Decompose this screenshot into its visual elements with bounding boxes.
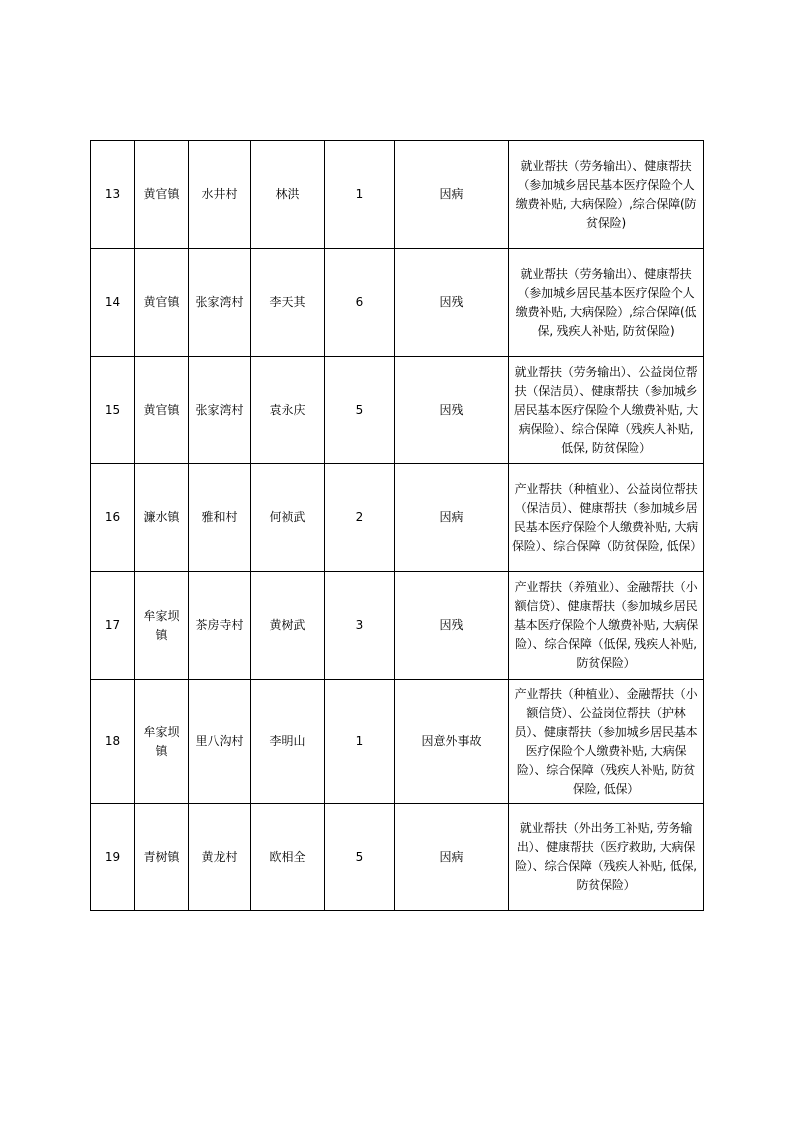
poverty-cause-cell: 因残 [395, 249, 509, 357]
town-cell: 黄官镇 [135, 357, 189, 464]
table-row [91, 141, 704, 249]
relief-measures-cell: 产业帮扶（种植业）、公益岗位帮扶（保洁员）、健康帮扶（参加城乡居民基本医疗保险个人缴费补贴, 大病保险）、综合保障（防贫保险, 低保） [509, 464, 704, 572]
relief-measures-cell: 就业帮扶（劳务输出）、健康帮扶（参加城乡居民基本医疗保险个人缴费补贴, 大病保险）,综合保障(低保, 残疾人补贴, 防贫保险) [509, 249, 704, 357]
village-cell: 黄龙村 [189, 804, 251, 911]
town-cell: 黄官镇 [135, 249, 189, 357]
town-cell: 牟家坝镇 [135, 680, 189, 804]
row-number: 17 [91, 572, 135, 680]
poverty-cause-cell: 因病 [395, 804, 509, 911]
village-cell: 里八沟村 [189, 680, 251, 804]
table-row [91, 249, 704, 357]
row-number: 13 [91, 141, 135, 249]
table-row [91, 464, 704, 572]
poverty-cause-cell: 因病 [395, 141, 509, 249]
relief-measures-cell: 产业帮扶（养殖业）、金融帮扶（小额信贷）、健康帮扶（参加城乡居民基本医疗保险个人缴费补贴, 大病保险）、综合保障（低保, 残疾人补贴, 防贫保险） [509, 572, 704, 680]
name-cell: 黄树武 [251, 572, 325, 680]
name-cell: 袁永庆 [251, 357, 325, 464]
poverty-cause-cell: 因意外事故 [395, 680, 509, 804]
row-number: 18 [91, 680, 135, 804]
table-row [91, 680, 704, 804]
row-number: 15 [91, 357, 135, 464]
household-count-cell: 5 [325, 357, 395, 464]
village-cell: 张家湾村 [189, 357, 251, 464]
poverty-relief-table [90, 140, 704, 911]
relief-measures-cell: 就业帮扶（劳务输出）、健康帮扶（参加城乡居民基本医疗保险个人缴费补贴, 大病保险）,综合保障(防贫保险) [509, 141, 704, 249]
table-row [91, 357, 704, 464]
village-cell: 茶房寺村 [189, 572, 251, 680]
name-cell: 林洪 [251, 141, 325, 249]
poverty-cause-cell: 因残 [395, 572, 509, 680]
name-cell: 李天其 [251, 249, 325, 357]
town-cell: 黄官镇 [135, 141, 189, 249]
relief-measures-cell: 就业帮扶（外出务工补贴, 劳务输出）、健康帮扶（医疗救助, 大病保险）、综合保障（残疾人补贴, 低保, 防贫保险） [509, 804, 704, 911]
relief-measures-cell: 产业帮扶（种植业）、金融帮扶（小额信贷）、公益岗位帮扶（护林员）、健康帮扶（参加城乡居民基本医疗保险个人缴费补贴, 大病保险）、综合保障（残疾人补贴, 防贫保险, 低保） [509, 680, 704, 804]
table-row [91, 572, 704, 680]
household-count-cell: 6 [325, 249, 395, 357]
village-cell: 雅和村 [189, 464, 251, 572]
household-count-cell: 2 [325, 464, 395, 572]
village-cell: 水井村 [189, 141, 251, 249]
town-cell: 濂水镇 [135, 464, 189, 572]
household-count-cell: 1 [325, 141, 395, 249]
household-count-cell: 5 [325, 804, 395, 911]
household-count-cell: 3 [325, 572, 395, 680]
village-cell: 张家湾村 [189, 249, 251, 357]
row-number: 16 [91, 464, 135, 572]
relief-measures-cell: 就业帮扶（劳务输出）、公益岗位帮扶（保洁员）、健康帮扶（参加城乡居民基本医疗保险个人缴费补贴, 大病保险）、综合保障（残疾人补贴, 低保, 防贫保险） [509, 357, 704, 464]
name-cell: 欧相全 [251, 804, 325, 911]
name-cell: 何祯武 [251, 464, 325, 572]
row-number: 19 [91, 804, 135, 911]
table-row [91, 804, 704, 911]
poverty-cause-cell: 因残 [395, 357, 509, 464]
name-cell: 李明山 [251, 680, 325, 804]
poverty-cause-cell: 因病 [395, 464, 509, 572]
town-cell: 牟家坝镇 [135, 572, 189, 680]
row-number: 14 [91, 249, 135, 357]
household-count-cell: 1 [325, 680, 395, 804]
town-cell: 青树镇 [135, 804, 189, 911]
